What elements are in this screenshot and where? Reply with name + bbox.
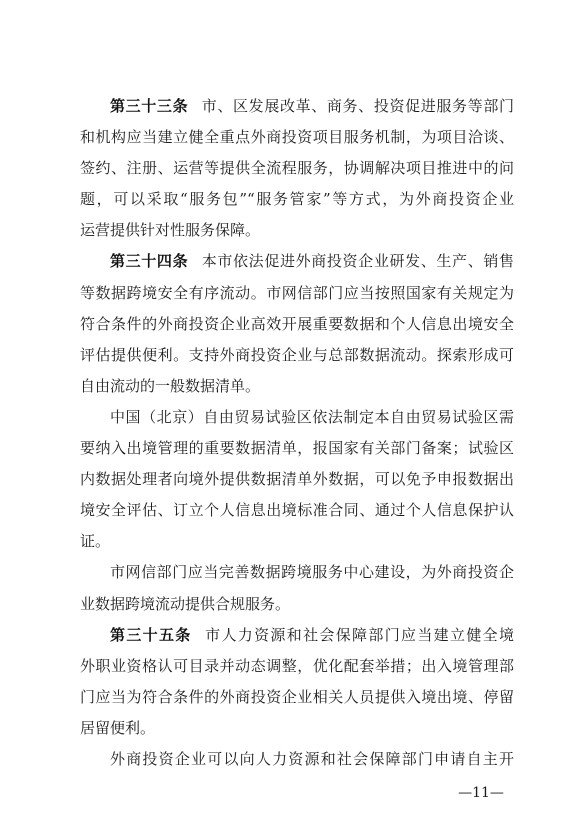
paragraph-line: [80, 589, 514, 620]
paragraph-line: [80, 371, 514, 402]
line-text: 市人力资源和社会保障部门应当建立健全境: [205, 625, 514, 644]
paragraph-line: [80, 495, 514, 526]
line-text: 境安全评估、订立个人信息出境标准合同、通过个人信息保护认: [80, 501, 514, 520]
line-text: 市、区发展改革、商务、投资促进服务等部门: [201, 97, 514, 115]
article-number: 第三十四条: [110, 252, 189, 271]
paragraph-line: [80, 557, 514, 588]
page-number: —11—: [458, 785, 504, 801]
line-text: 证。: [80, 532, 111, 551]
line-text: 和机构应当建立健全重点外商投资项目服务机制，为项目洽谈、: [80, 128, 514, 147]
paragraph-line: [80, 122, 514, 153]
paragraph-line: [80, 309, 514, 340]
paragraph-line: [80, 246, 514, 277]
document-body: [80, 91, 514, 775]
paragraph-line: [80, 278, 514, 309]
article-number: 第三十三条: [110, 97, 189, 115]
line-text: 要纳入出境管理的重要数据清单，报国家有关部门备案；试验区: [80, 439, 514, 458]
paragraph-line: [80, 620, 514, 651]
paragraph-line: [80, 91, 514, 122]
paragraph-line: [80, 340, 514, 371]
line-text: 等数据跨境安全有序流动。市网信部门应当按照国家有关规定为: [80, 283, 514, 302]
line-text: 自由流动的一般数据清单。: [80, 376, 261, 395]
line-text: 符合条件的外商投资企业高效开展重要数据和个人信息出境安全: [80, 314, 514, 333]
line-text: 运营提供针对性服务保障。: [80, 221, 261, 240]
body-paragraph: [80, 402, 514, 557]
article-number: 第三十五条: [110, 625, 192, 644]
paragraph-line: [80, 651, 514, 682]
line-text: 题，可以采取“服务包”“服务管家”等方式，为外商投资企业: [80, 190, 514, 209]
line-text: 评估提供便利。支持外商投资企业与总部数据流动。探索形成可: [80, 345, 514, 364]
line-text: 业数据跨境流动提供合规服务。: [80, 594, 291, 613]
paragraph-line: [80, 682, 514, 713]
article-paragraph: [80, 620, 514, 744]
line-text: 门应当为符合条件的外商投资企业相关人员提供入境出境、停留: [80, 687, 514, 706]
body-paragraph: [80, 557, 514, 619]
article-paragraph: [80, 246, 514, 401]
line-text: 外职业资格认可目录并动态调整，优化配套举措；出入境管理部: [80, 656, 514, 675]
line-text: 居留便利。: [80, 718, 156, 737]
article-paragraph: [80, 91, 514, 246]
line-text: 中国（北京）自由贸易试验区依法制定本自由贸易试验区需: [110, 407, 514, 426]
paragraph-line: [80, 433, 514, 464]
paragraph-line: [80, 215, 514, 246]
body-paragraph: [80, 744, 514, 775]
line-text: 外商投资企业可以向人力资源和社会保障部门申请自主开: [110, 749, 514, 768]
paragraph-line: [80, 713, 514, 744]
line-text: 市网信部门应当完善数据跨境服务中心建设，为外商投资企: [110, 563, 514, 582]
paragraph-line: [80, 744, 514, 775]
paragraph-line: [80, 402, 514, 433]
paragraph-line: [80, 464, 514, 495]
paragraph-line: [80, 153, 514, 184]
line-text: 签约、注册、运营等提供全流程服务，协调解决项目推进中的问: [80, 159, 514, 178]
line-text: 本市依法促进外商投资企业研发、生产、销售: [201, 252, 514, 271]
paragraph-line: [80, 526, 514, 557]
paragraph-line: [80, 184, 514, 215]
line-text: 内数据处理者向境外提供数据清单外数据，可以免予申报数据出: [80, 470, 514, 489]
